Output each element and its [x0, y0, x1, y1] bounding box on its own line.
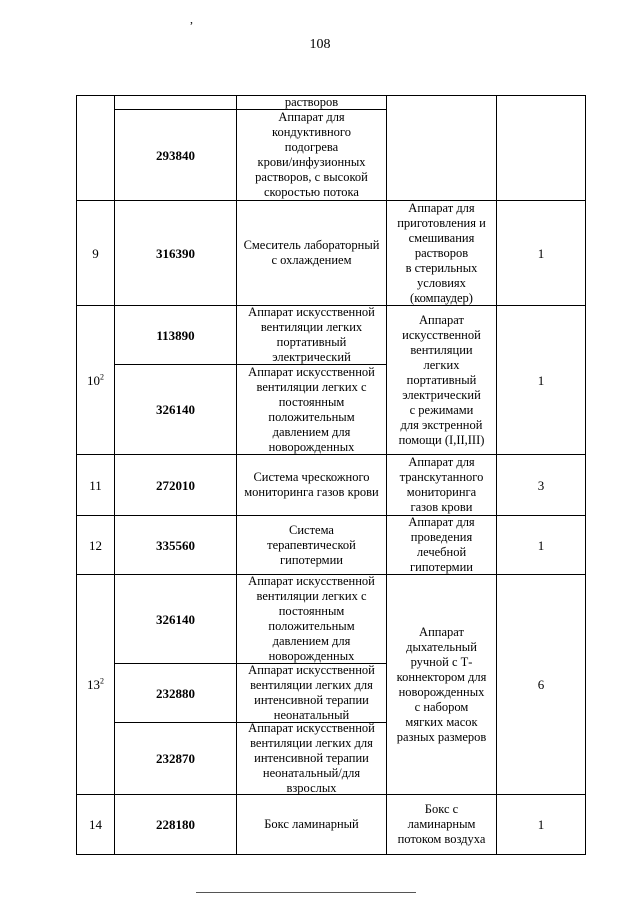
table-cell-qty: 1: [496, 515, 586, 575]
table-cell-qty: 3: [496, 454, 586, 516]
table-cell-num: $10^2$: [76, 305, 115, 455]
table-cell-code: 335560: [114, 515, 237, 575]
table-cell-name: Смеситель лабораторный с охлаждением: [236, 200, 387, 306]
table-cell-qty: 1: [496, 794, 586, 855]
superscript: 2: [100, 372, 104, 382]
bottom-rule: [196, 892, 416, 893]
table-cell-qty: 1: [496, 305, 586, 455]
table-cell-name: Аппарат искусственной вентиляции легких для интенсивной терапии неонатальный: [236, 663, 387, 723]
table-cell-name: Аппарат искусственной вентиляции легких для интенсивной терапии неонатальный/для взрослых: [236, 722, 387, 795]
table-cell-num: 11: [76, 454, 115, 516]
table-cell-name: Система чрескожного мониторинга газов крови: [236, 454, 387, 516]
table-cell-device: Аппарат для транскутанного мониторинга газов крови: [386, 454, 497, 516]
table-cell-code: 232880: [114, 663, 237, 723]
table-cell-device: [386, 95, 497, 201]
equipment-table: [76, 95, 586, 855]
table-cell-code: 113890: [114, 305, 237, 365]
table-cell-device: Аппарат искусственной вентиляции легких портативный электрический с режимами для экстренной помощи (I,II,III): [386, 305, 497, 455]
table-cell-code: 272010: [114, 454, 237, 516]
superscript: 2: [100, 676, 104, 686]
table-cell-code: 326140: [114, 574, 237, 664]
scan-mark: ,: [190, 12, 193, 26]
table-cell-device: Аппарат дыхательный ручной с Т- коннектором для новорожденных с набором мягких масок разных размеров: [386, 574, 497, 795]
table-cell-num: 9: [76, 200, 115, 306]
table-cell-code: [114, 95, 237, 110]
table-cell-name: Аппарат искусственной вентиляции легких с постоянным положительным давлением для новорожденных: [236, 574, 387, 664]
table-cell-name: растворов: [236, 95, 387, 110]
page-number: 108: [309, 37, 331, 52]
table-cell-name: Бокс ламинарный: [236, 794, 387, 855]
table-cell-num: $13^2$: [76, 574, 115, 795]
table-cell-code: 232870: [114, 722, 237, 795]
table-cell-device: Аппарат для проведения лечебной гипотермии: [386, 515, 497, 575]
table-cell-name: Аппарат искусственной вентиляции легких портативный электрический: [236, 305, 387, 365]
table-cell-qty: [496, 95, 586, 201]
table-cell-num: 14: [76, 794, 115, 855]
table-cell-qty: 1: [496, 200, 586, 306]
table-cell-num: [76, 95, 115, 201]
table-cell-code: 316390: [114, 200, 237, 306]
table-cell-qty: 6: [496, 574, 586, 795]
table-cell-num: 12: [76, 515, 115, 575]
table-cell-code: 326140: [114, 364, 237, 455]
table-cell-code: 228180: [114, 794, 237, 855]
table-cell-name: Аппарат для кондуктивного подогрева крови/инфузионных растворов, с высокой скоростью потока: [236, 109, 387, 201]
table-cell-code: 293840: [114, 109, 237, 201]
table-cell-device: Бокс с ламинарным потоком воздуха: [386, 794, 497, 855]
table-cell-name: Система терапевтической гипотермии: [236, 515, 387, 575]
table-cell-device: Аппарат для приготовления и смешивания растворов в стерильных условиях (компаудер): [386, 200, 497, 306]
table-cell-name: Аппарат искусственной вентиляции легких с постоянным положительным давлением для новорожденных: [236, 364, 387, 455]
